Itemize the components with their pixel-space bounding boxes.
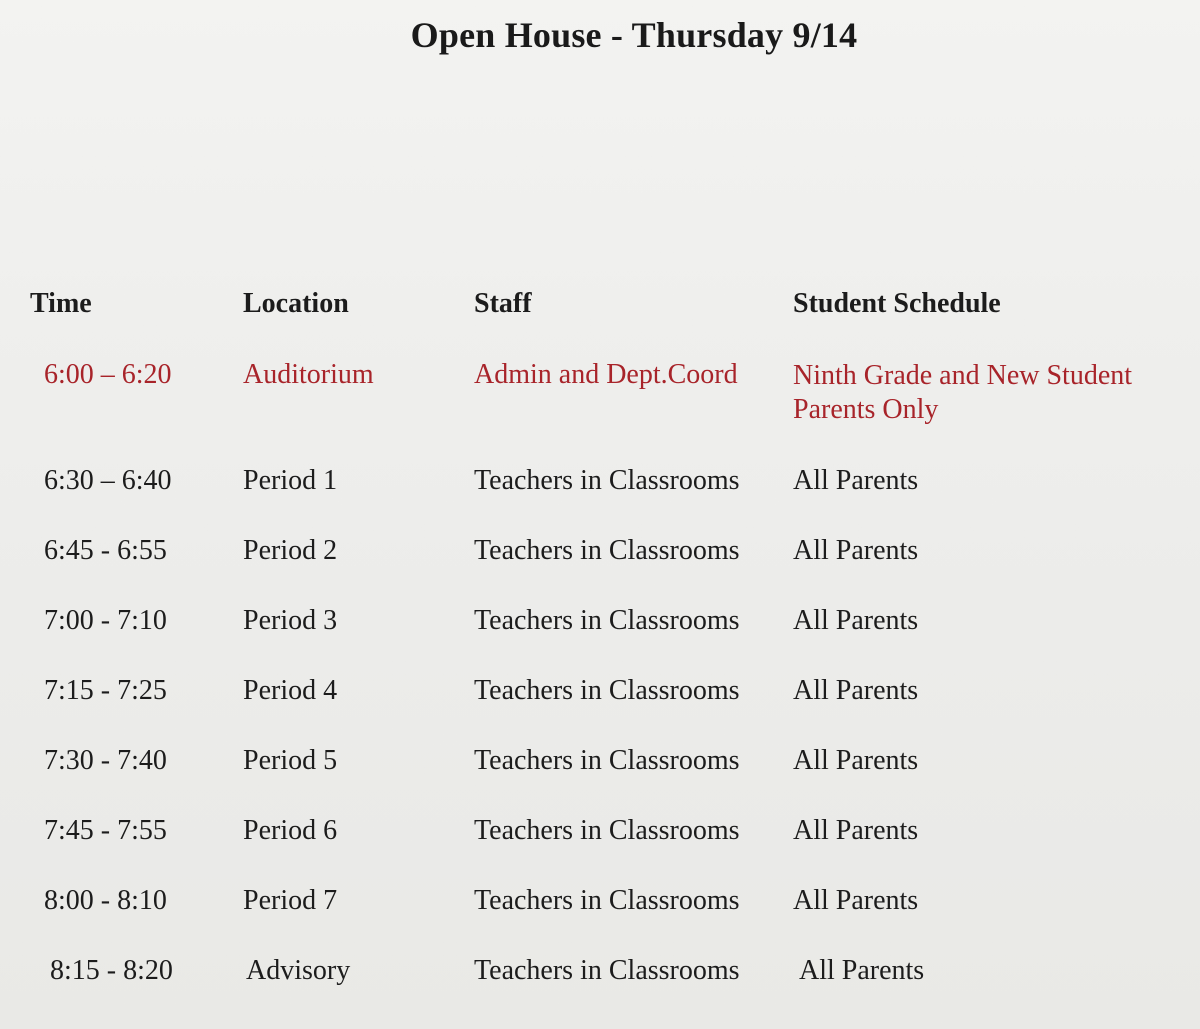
row-location: Advisory xyxy=(246,955,351,986)
row-staff: Teachers in Classrooms xyxy=(474,535,740,566)
row-time: 7:15 - 7:25 xyxy=(44,675,167,706)
table-row xyxy=(0,359,1200,425)
header-location: Location xyxy=(243,288,349,319)
table-row xyxy=(0,885,1200,925)
table-row xyxy=(0,815,1200,855)
table-header xyxy=(0,288,1200,328)
row-time: 7:30 - 7:40 xyxy=(44,745,167,776)
row-location: Period 2 xyxy=(243,535,338,566)
table-row xyxy=(0,745,1200,785)
table-row xyxy=(0,955,1200,995)
table-row xyxy=(0,535,1200,575)
row-staff: Teachers in Classrooms xyxy=(474,955,740,986)
row-time: 7:45 - 7:55 xyxy=(44,815,167,846)
row-location: Period 3 xyxy=(243,605,338,636)
row-time: 6:30 – 6:40 xyxy=(44,465,172,496)
row-schedule: All Parents xyxy=(793,815,919,846)
row-staff: Teachers in Classrooms xyxy=(474,605,740,636)
row-schedule: All Parents xyxy=(793,465,919,496)
header-student-schedule: Student Schedule xyxy=(793,288,1001,319)
row-location: Auditorium xyxy=(243,359,374,390)
row-staff: Teachers in Classrooms xyxy=(474,465,740,496)
row-schedule: All Parents xyxy=(799,955,925,986)
row-time: 8:15 - 8:20 xyxy=(50,955,173,986)
row-staff: Teachers in Classrooms xyxy=(474,815,740,846)
row-time: 8:00 - 8:10 xyxy=(44,885,167,916)
row-schedule: All Parents xyxy=(793,885,919,916)
row-staff: Teachers in Classrooms xyxy=(474,745,740,776)
row-staff: Teachers in Classrooms xyxy=(474,885,740,916)
row-schedule: All Parents xyxy=(793,605,919,636)
header-staff: Staff xyxy=(474,288,532,319)
row-location: Period 4 xyxy=(243,675,338,706)
row-staff: Teachers in Classrooms xyxy=(474,675,740,706)
row-location: Period 1 xyxy=(243,465,338,496)
row-schedule: All Parents xyxy=(793,535,919,566)
row-schedule: All Parents xyxy=(793,745,919,776)
table-row xyxy=(0,465,1200,505)
row-location: Period 7 xyxy=(243,885,338,916)
row-schedule: All Parents xyxy=(793,675,919,706)
header-time: Time xyxy=(30,288,92,319)
row-schedule: Ninth Grade and New Student Parents Only xyxy=(793,360,1133,425)
row-staff: Admin and Dept.Coord xyxy=(474,359,738,390)
row-location: Period 6 xyxy=(243,815,338,846)
row-time: 6:00 – 6:20 xyxy=(44,359,172,390)
row-time: 6:45 - 6:55 xyxy=(44,535,167,566)
page-title: Open House - Thursday 9/14 xyxy=(410,15,858,55)
row-time: 7:00 - 7:10 xyxy=(44,605,167,636)
table-row xyxy=(0,675,1200,715)
row-location: Period 5 xyxy=(243,745,338,776)
table-row xyxy=(0,605,1200,645)
